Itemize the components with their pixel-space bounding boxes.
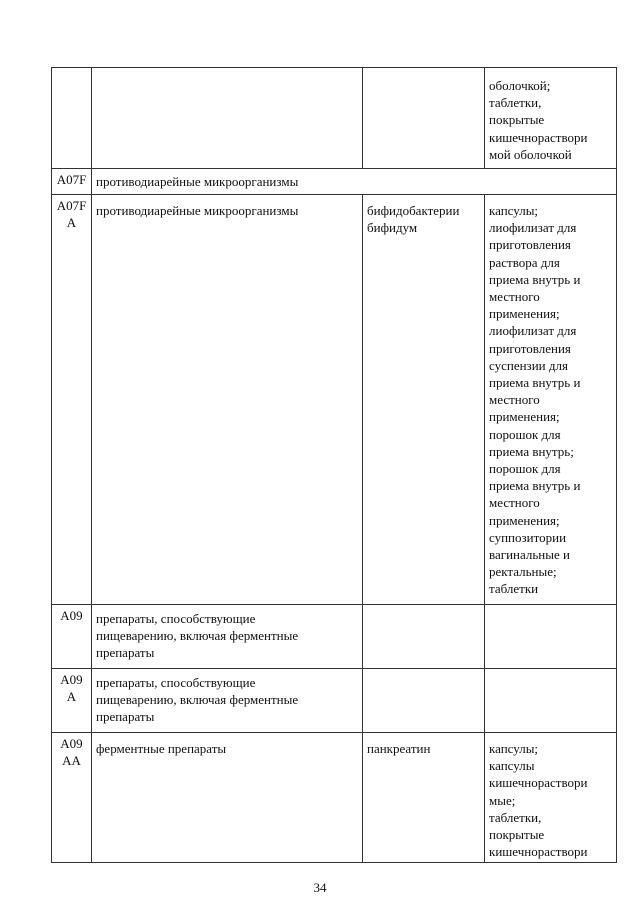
table-row	[52, 605, 617, 669]
atc-code-cell: A09 A	[52, 669, 92, 733]
substance-cell	[363, 605, 485, 669]
atc-code-cell: A09 AA	[52, 733, 92, 863]
group-name-cell: противодиарейные микроорганизмы	[92, 169, 617, 195]
group-name-cell: противодиарейные микроорганизмы	[92, 195, 363, 605]
substance-cell: бифидобактерии бифидум	[363, 195, 485, 605]
dosage-form-cell	[485, 605, 617, 669]
atc-code-cell: A07F A	[52, 195, 92, 605]
table-row	[52, 733, 617, 863]
table-row	[52, 169, 617, 195]
dosage-form-cell: оболочкой; таблетки, покрытые кишечнораствори мой оболочкой	[485, 68, 617, 169]
atc-code-cell: A09	[52, 605, 92, 669]
substance-cell	[363, 669, 485, 733]
table-row	[52, 68, 617, 169]
drug-classification-table	[51, 67, 617, 863]
substance-cell	[363, 68, 485, 169]
table-row	[52, 669, 617, 733]
group-name-cell: препараты, способствующие пищеварению, включая ферментные препараты	[92, 669, 363, 733]
group-name-cell: препараты, способствующие пищеварению, включая ферментные препараты	[92, 605, 363, 669]
page-number: 34	[313, 880, 327, 895]
dosage-form-cell	[485, 669, 617, 733]
dosage-form-cell: капсулы; лиофилизат для приготовления раствора для приема внутрь и местного применения; лиофилизат для приготовления суспензии для приема внутрь и местного применения; порошок для приема внутрь; порошок для приема внутрь и местного применения; суппозитории вагинальные и ректальные; таблетки	[485, 195, 617, 605]
atc-code-cell: A07F	[52, 169, 92, 195]
group-name-cell	[92, 68, 363, 169]
group-name-cell: ферментные препараты	[92, 733, 363, 863]
dosage-form-cell: капсулы; капсулы кишечнораствори мые; таблетки, покрытые кишечнораствори	[485, 733, 617, 863]
table-row	[52, 195, 617, 605]
substance-cell: панкреатин	[363, 733, 485, 863]
atc-code-cell	[52, 68, 92, 169]
